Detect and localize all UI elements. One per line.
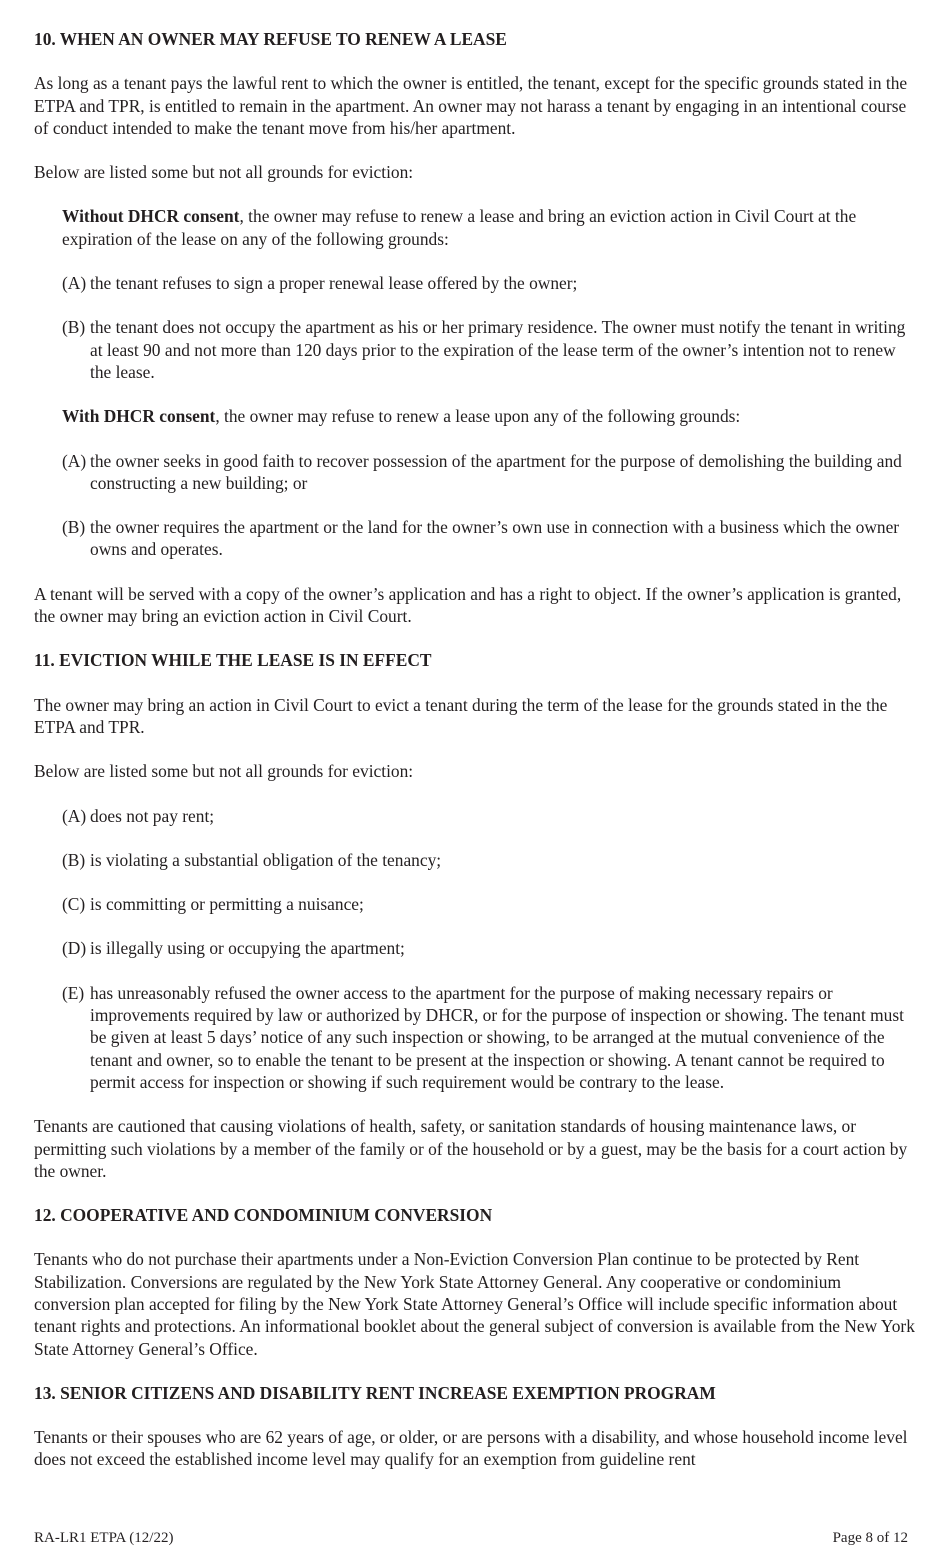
document-page [34,28,918,1493]
with-consent-text: , the owner may refuse to renew a lease upon any of the following grounds: [215,406,741,427]
list-item [62,805,918,827]
section-11-paragraph-3: Tenants are cautioned that causing violations of health, safety, or sanitation standards of housing maintenance laws, or permitting such violations by a member of the family or of the household or by a guest, may be the basis for a court action by the owner. [34,1116,908,1181]
list-item-label: (A) [62,273,87,294]
list-item-text: is illegally using or occupying the apartment; [90,938,405,959]
list-item-label: (B) [62,849,86,870]
list-item [62,937,918,959]
page-footer [34,1527,908,1549]
list-item-text: is committing or permitting a nuisance; [90,894,364,915]
without-consent-bold: Without DHCR consent [62,206,240,227]
with-consent-bold: With DHCR consent [62,406,216,427]
list-item [62,316,918,383]
section-11-heading: 11. EVICTION WHILE THE LEASE IS IN EFFECT [34,650,432,671]
list-item-label: (C) [62,894,86,915]
section-13-paragraph-1: Tenants or their spouses who are 62 years of age, or older, or are persons with a disability, and whose household income level does not exceed the established income level may qualify for an exemption from guideline rent [34,1427,908,1470]
list-item [62,450,918,495]
list-item [62,982,918,1093]
section-10-paragraph-1: As long as a tenant pays the lawful rent to which the owner is entitled, the tenant, except for the specific grounds stated in the ETPA and TPR, is entitled to remain in the apartment. An owner may not harass a tenant by engaging in an intentional course of conduct intended to make the tenant move from his/her apartment. [34,73,908,138]
section-11-paragraph-1: The owner may bring an action in Civil Court to evict a tenant during the term of the lease for the grounds stated in the the ETPA and TPR. [34,694,888,737]
list-item [62,893,918,915]
list-item-label: (D) [62,938,87,959]
list-item-label: (B) [62,317,86,338]
section-10-heading: 10. WHEN AN OWNER MAY REFUSE TO RENEW A LEASE [34,29,507,49]
list-item [62,849,918,871]
page-number: Page 8 of 12 [832,1530,908,1546]
list-item-label: (E) [62,982,85,1003]
list-item-text: has unreasonably refused the owner access to the apartment for the purpose of making necessary repairs or improvements required by law or authorized by DHCR, or for the purpose of inspection or showing. The tenant must be given at least 5 days’ notice of any such inspection or showing, to be arranged at the mutual convenience of the tenant and owner, so to enable the tenant to be present at the inspection or showing. A tenant cannot be required to permit access for inspection or showing if such requirement would be contrary to the lease. [90,982,904,1092]
list-item-text: does not pay rent; [90,805,215,826]
list-item-text: the owner requires the apartment or the land for the owner’s own use in connection with a business which the owner owns and operates. [90,517,900,560]
section-13-heading: 13. SENIOR CITIZENS AND DISABILITY RENT INCREASE EXEMPTION PROGRAM [34,1382,716,1403]
section-10-paragraph-3: A tenant will be served with a copy of the owner’s application and has a right to object. If the owner’s application is granted, the owner may bring an eviction action in Civil Court. [34,583,902,627]
list-item-label: (A) [62,805,87,826]
list-item-text: the tenant refuses to sign a proper renewal lease offered by the owner; [90,273,578,294]
list-item-text: is violating a substantial obligation of the tenancy; [90,849,442,870]
section-10-paragraph-2: Below are listed some but not all grounds for eviction: [34,162,414,183]
section-12-heading: 12. COOPERATIVE AND CONDOMINIUM CONVERSION [34,1205,493,1226]
list-item-label: (A) [62,450,87,471]
list-item-label: (B) [62,517,86,538]
form-id: RA-LR1 ETPA (12/22) [34,1530,174,1546]
section-11-paragraph-2: Below are listed some but not all grounds for eviction: [34,761,414,782]
without-consent-text: , the owner may refuse to renew a lease and bring an eviction action in Civil Court at the expiration of the lease on any of the following grounds: [62,206,857,249]
list-item [62,272,918,294]
section-12-paragraph-1: Tenants who do not purchase their apartments under a Non-Eviction Conversion Plan continue to be protected by Rent Stabilization. Conversions are regulated by the New York State Attorney General. Any cooperative or condominium conversion plan accepted for filing by the New York State Attorney General’s Office will include specific information about tenant rights and protections. An informational booklet about the general subject of conversion is available from the New York State Attorney General’s Office. [34,1249,915,1359]
list-item-text: the owner seeks in good faith to recover possession of the apartment for the purpose of demolishing the building and constructing a new building; or [90,450,902,493]
with-consent-intro [62,405,918,427]
list-item [62,516,918,561]
list-item-text: the tenant does not occupy the apartment as his or her primary residence. The owner must notify the tenant in writing at least 90 and not more than 120 days prior to the expiration of the lease term of the owner’s intention not to renew the lease. [90,317,906,382]
without-consent-intro [62,205,918,250]
